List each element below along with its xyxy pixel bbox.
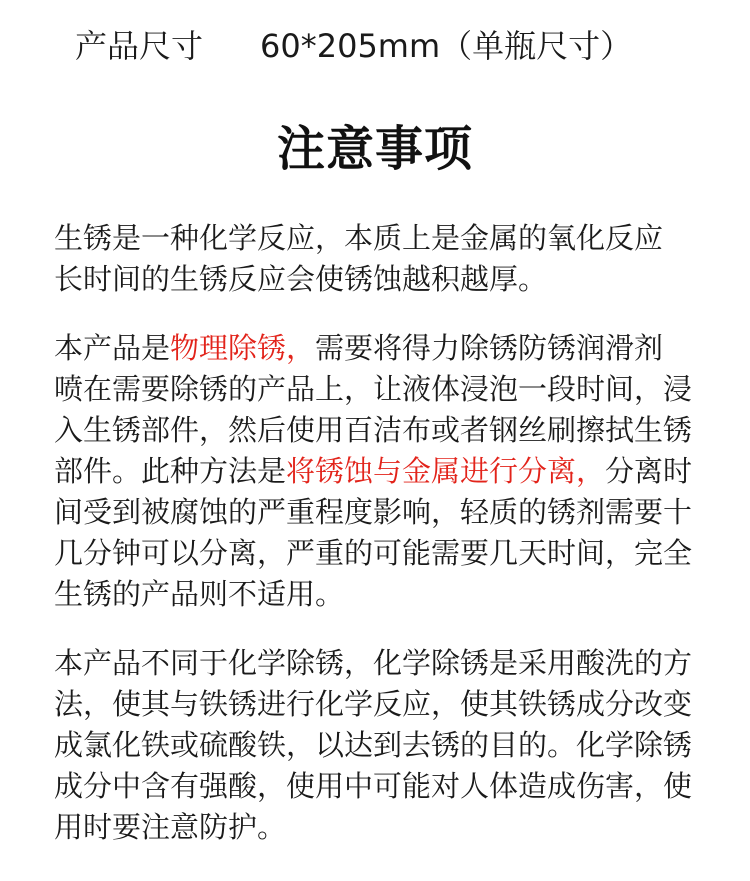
text-segment: 需要将得力除锈防锈润滑剂 xyxy=(315,331,664,365)
text-segment: 部件。此种方法是 xyxy=(54,454,287,488)
paragraph-line xyxy=(54,766,710,807)
text-segment: 长时间的生锈反应会使锈蚀越积越厚。 xyxy=(54,262,548,296)
paragraph-line xyxy=(54,533,710,574)
paragraph-line xyxy=(54,218,710,259)
paragraph-line xyxy=(54,410,710,451)
text-segment: 成氯化铁或硫酸铁，以达到去锈的目的。化学除锈 xyxy=(54,728,693,762)
text-segment: 喷在需要除锈的产品上，让液体浸泡一段时间，浸 xyxy=(54,372,693,406)
highlight-red-text: 物理除锈， xyxy=(170,331,316,365)
text-segment: 分离时 xyxy=(605,454,693,488)
spec-value: 60*205mm（单瓶尺寸） xyxy=(260,27,633,65)
paragraph-line xyxy=(54,574,710,615)
notice-paragraph xyxy=(54,643,710,848)
text-segment: 本产品不同于化学除锈，化学除锈是采用酸洗的方 xyxy=(54,646,693,680)
paragraph-line xyxy=(54,643,710,684)
paragraph-line xyxy=(54,725,710,766)
paragraph-line xyxy=(54,259,710,300)
paragraph-line xyxy=(54,807,710,848)
notice-body xyxy=(0,218,750,848)
notice-title: 注意事项 xyxy=(276,121,473,177)
highlight-red-text: 将锈蚀与金属进行分离， xyxy=(286,454,606,488)
paragraph-line xyxy=(54,684,710,725)
notice-paragraph xyxy=(54,328,710,615)
text-segment: 本产品是 xyxy=(54,331,171,365)
text-segment: 间受到被腐蚀的严重程度影响，轻质的锈剂需要十 xyxy=(54,495,693,529)
notice-paragraph xyxy=(54,218,710,300)
text-segment: 用时要注意防护。 xyxy=(54,810,287,844)
spec-label: 产品尺寸 xyxy=(75,27,204,65)
paragraph-line xyxy=(54,451,710,492)
paragraph-line xyxy=(54,369,710,410)
paragraph-line xyxy=(54,492,710,533)
text-segment: 几分钟可以分离，严重的可能需要几天时间，完全 xyxy=(54,536,693,570)
text-segment: 入生锈部件，然后使用百洁布或者钢丝刷擦拭生锈 xyxy=(54,413,693,447)
text-segment: 成分中含有强酸，使用中可能对人体造成伤害，使 xyxy=(54,769,693,803)
text-segment: 生锈的产品则不适用。 xyxy=(54,577,345,611)
text-segment: 法，使其与铁锈进行化学反应，使其铁锈成分改变 xyxy=(54,687,693,721)
text-segment: 生锈是一种化学反应，本质上是金属的氧化反应 xyxy=(54,221,664,255)
paragraph-line xyxy=(54,328,710,369)
spec-row xyxy=(0,0,750,66)
